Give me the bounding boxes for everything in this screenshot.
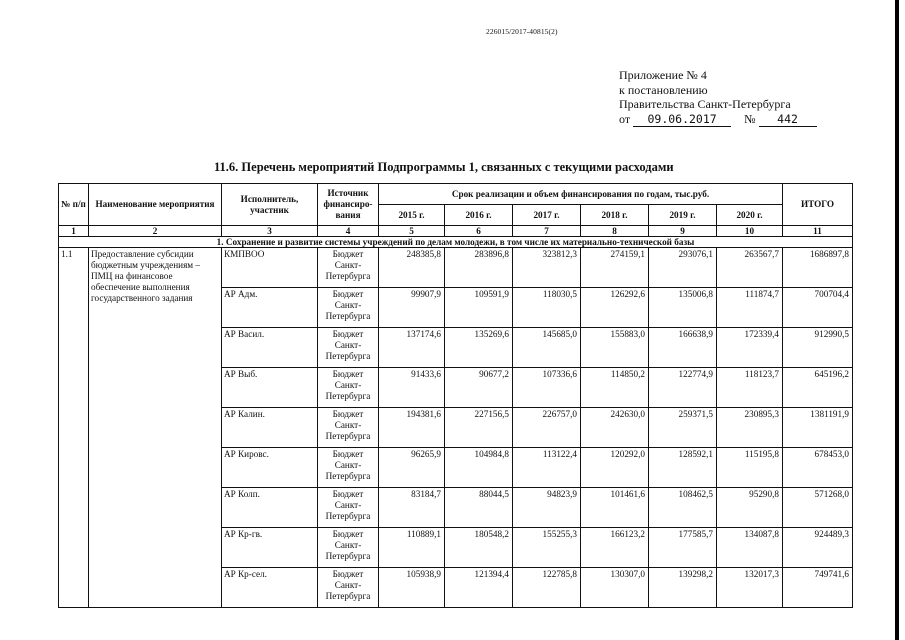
executor-cell: АР Васил.: [222, 328, 318, 368]
appendix-date-line: [619, 112, 817, 128]
value-cell: 172339,4: [717, 328, 783, 368]
value-cell: 118030,5: [513, 288, 581, 328]
column-number: 3: [222, 226, 318, 237]
scan-edge-bar: [895, 0, 899, 640]
source-cell: Бюджет Санкт-Петербурга: [318, 288, 379, 328]
header-year: 2016 г.: [445, 205, 513, 226]
header-source: Источник финансиро-вания: [318, 184, 379, 226]
value-cell: 134087,8: [717, 528, 783, 568]
value-cell: 95290,8: [717, 488, 783, 528]
value-cell: 230895,3: [717, 408, 783, 448]
header-total: ИТОГО: [783, 184, 853, 226]
value-cell: 155255,3: [513, 528, 581, 568]
header-num: № п/п: [59, 184, 89, 226]
executor-cell: АР Кировс.: [222, 448, 318, 488]
total-cell: 912990,5: [783, 328, 853, 368]
appendix-block: [619, 68, 817, 127]
source-cell: Бюджет Санкт-Петербурга: [318, 488, 379, 528]
executor-cell: АР Адм.: [222, 288, 318, 328]
number-prefix: №: [744, 111, 756, 126]
column-number: 9: [649, 226, 717, 237]
value-cell: 242630,0: [581, 408, 649, 448]
executor-cell: АР Калин.: [222, 408, 318, 448]
value-cell: 263567,7: [717, 248, 783, 288]
value-cell: 283896,8: [445, 248, 513, 288]
value-cell: 128592,1: [649, 448, 717, 488]
column-number: 7: [513, 226, 581, 237]
value-cell: 166638,9: [649, 328, 717, 368]
item-name: Предоставление субсидии бюджетным учреждениям – ПМЦ на финансовое обеспечение выполнения государственного задания: [89, 248, 222, 608]
total-cell: 678453,0: [783, 448, 853, 488]
table-row: [59, 248, 853, 288]
total-cell: 700704,4: [783, 288, 853, 328]
value-cell: 274159,1: [581, 248, 649, 288]
value-cell: 118123,7: [717, 368, 783, 408]
value-cell: 130307,0: [581, 568, 649, 608]
value-cell: 94823,9: [513, 488, 581, 528]
value-cell: 126292,6: [581, 288, 649, 328]
value-cell: 259371,5: [649, 408, 717, 448]
column-number: 5: [379, 226, 445, 237]
column-number: 11: [783, 226, 853, 237]
value-cell: 122785,8: [513, 568, 581, 608]
value-cell: 248385,8: [379, 248, 445, 288]
executor-cell: АР Выб.: [222, 368, 318, 408]
value-cell: 121394,4: [445, 568, 513, 608]
header-year: 2017 г.: [513, 205, 581, 226]
value-cell: 110889,1: [379, 528, 445, 568]
executor-cell: КМПВОО: [222, 248, 318, 288]
value-cell: 83184,7: [379, 488, 445, 528]
value-cell: 135269,6: [445, 328, 513, 368]
value-cell: 104984,8: [445, 448, 513, 488]
value-cell: 132017,3: [717, 568, 783, 608]
value-cell: 194381,6: [379, 408, 445, 448]
value-cell: 226757,0: [513, 408, 581, 448]
value-cell: 115195,8: [717, 448, 783, 488]
value-cell: 227156,5: [445, 408, 513, 448]
value-cell: 107336,6: [513, 368, 581, 408]
value-cell: 108462,5: [649, 488, 717, 528]
header-name: Наименование мероприятия: [89, 184, 222, 226]
value-cell: 122774,9: [649, 368, 717, 408]
value-cell: 114850,2: [581, 368, 649, 408]
header-year: 2015 г.: [379, 205, 445, 226]
value-cell: 177585,7: [649, 528, 717, 568]
value-cell: 111874,7: [717, 288, 783, 328]
total-cell: 1686897,8: [783, 248, 853, 288]
value-cell: 120292,0: [581, 448, 649, 488]
executor-cell: АР Колп.: [222, 488, 318, 528]
resolution-number: 442: [759, 112, 817, 128]
value-cell: 109591,9: [445, 288, 513, 328]
section-title: 1. Сохранение и развитие системы учреждений по делам молодежи, в том числе их материально-технической базы: [59, 237, 853, 248]
total-cell: 645196,2: [783, 368, 853, 408]
value-cell: 137174,6: [379, 328, 445, 368]
value-cell: 96265,9: [379, 448, 445, 488]
value-cell: 113122,4: [513, 448, 581, 488]
executor-cell: АР Кр-гв.: [222, 528, 318, 568]
header-year: 2020 г.: [717, 205, 783, 226]
value-cell: 323812,3: [513, 248, 581, 288]
source-cell: Бюджет Санкт-Петербурга: [318, 448, 379, 488]
value-cell: 101461,6: [581, 488, 649, 528]
header-executor: Исполнитель, участник: [222, 184, 318, 226]
appendix-line-3: Правительства Санкт-Петербурга: [619, 97, 791, 111]
value-cell: 139298,2: [649, 568, 717, 608]
document-id: 226015/2017-40815(2): [486, 27, 558, 36]
total-cell: 924489,3: [783, 528, 853, 568]
appendix-line-2: к постановлению: [619, 82, 708, 97]
value-cell: 166123,2: [581, 528, 649, 568]
header-year: 2019 г.: [649, 205, 717, 226]
value-cell: 145685,0: [513, 328, 581, 368]
column-number: 6: [445, 226, 513, 237]
column-number: 1: [59, 226, 89, 237]
value-cell: 99907,9: [379, 288, 445, 328]
item-number: 1.1: [59, 248, 89, 608]
value-cell: 91433,6: [379, 368, 445, 408]
total-cell: 1381191,9: [783, 408, 853, 448]
header-period: Срок реализации и объем финансирования по годам, тыс.руб.: [379, 184, 783, 205]
source-cell: Бюджет Санкт-Петербурга: [318, 248, 379, 288]
value-cell: 135006,8: [649, 288, 717, 328]
source-cell: Бюджет Санкт-Петербурга: [318, 528, 379, 568]
source-cell: Бюджет Санкт-Петербурга: [318, 368, 379, 408]
date-prefix: от: [619, 111, 631, 126]
value-cell: 105938,9: [379, 568, 445, 608]
executor-cell: АР Кр-сел.: [222, 568, 318, 608]
appendix-line-1: Приложение № 4: [619, 68, 707, 82]
column-number: 4: [318, 226, 379, 237]
value-cell: 88044,5: [445, 488, 513, 528]
source-cell: Бюджет Санкт-Петербурга: [318, 568, 379, 608]
column-number: 2: [89, 226, 222, 237]
column-number: 8: [581, 226, 649, 237]
source-cell: Бюджет Санкт-Петербурга: [318, 408, 379, 448]
measures-table: [58, 183, 853, 608]
total-cell: 749741,6: [783, 568, 853, 608]
source-cell: Бюджет Санкт-Петербурга: [318, 328, 379, 368]
value-cell: 90677,2: [445, 368, 513, 408]
header-year: 2018 г.: [581, 205, 649, 226]
value-cell: 180548,2: [445, 528, 513, 568]
column-number: 10: [717, 226, 783, 237]
resolution-date: 09.06.2017: [633, 112, 731, 128]
value-cell: 293076,1: [649, 248, 717, 288]
total-cell: 571268,0: [783, 488, 853, 528]
page-title: 11.6. Перечень мероприятий Подпрограммы 1, связанных с текущими расходами: [214, 160, 674, 174]
value-cell: 155883,0: [581, 328, 649, 368]
